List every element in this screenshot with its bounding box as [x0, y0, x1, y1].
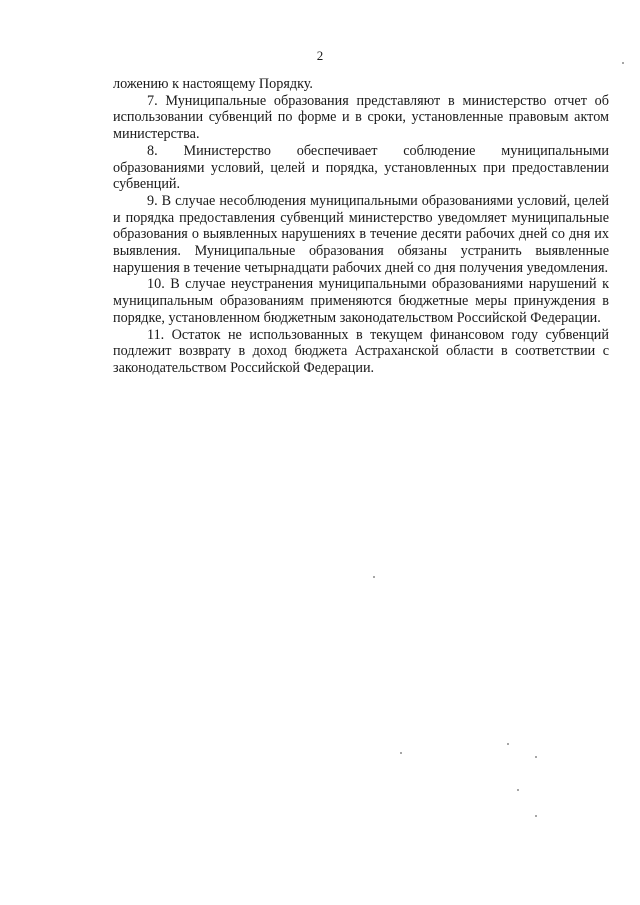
scan-speck: [400, 752, 402, 754]
paragraph-continuation: ложению к настоящему Порядку.: [113, 76, 313, 92]
paragraph-8: 8. Министерство обеспечивает соблюдение муниципальными образованиями условий, целей и порядка, установленных при предоставлении субвенций.: [113, 142, 609, 193]
scan-speck: [622, 62, 624, 64]
scan-speck: [517, 789, 519, 791]
scan-speck: [373, 576, 375, 578]
scan-speck: [535, 815, 537, 817]
paragraph-9: 9. В случае несоблюдения муниципальными образованиями условий, целей и порядка предоставления субвенций министерство уведомляет муниципальные образования о выявленных нарушениях в течение десяти рабочих дней со дня их выявления. Муниципальные образования обязаны устранить выявленные нарушения в течение четырнадцати рабочих дней со дня получения уведомления.: [113, 192, 609, 276]
scan-speck: [507, 743, 509, 745]
document-body: [113, 76, 609, 377]
page-number: 2: [316, 48, 324, 63]
paragraph-7: 7. Муниципальные образования представляют в министерство отчет об использовании субвенций по форме и в сроки, установленные правовым актом министерства.: [113, 92, 609, 143]
scan-speck: [535, 756, 537, 758]
paragraph-11: 11. Остаток не использованных в текущем финансовом году субвенций подлежит возврату в доход бюджета Астраханской области в соответствии с законодательством Российской Федерации.: [113, 326, 609, 376]
paragraph-10: 10. В случае неустранения муниципальными образованиями нарушений к муниципальным образованиям применяются бюджетные меры принуждения в порядке, установленном бюджетным законодательством Российской Федерации.: [113, 276, 609, 326]
